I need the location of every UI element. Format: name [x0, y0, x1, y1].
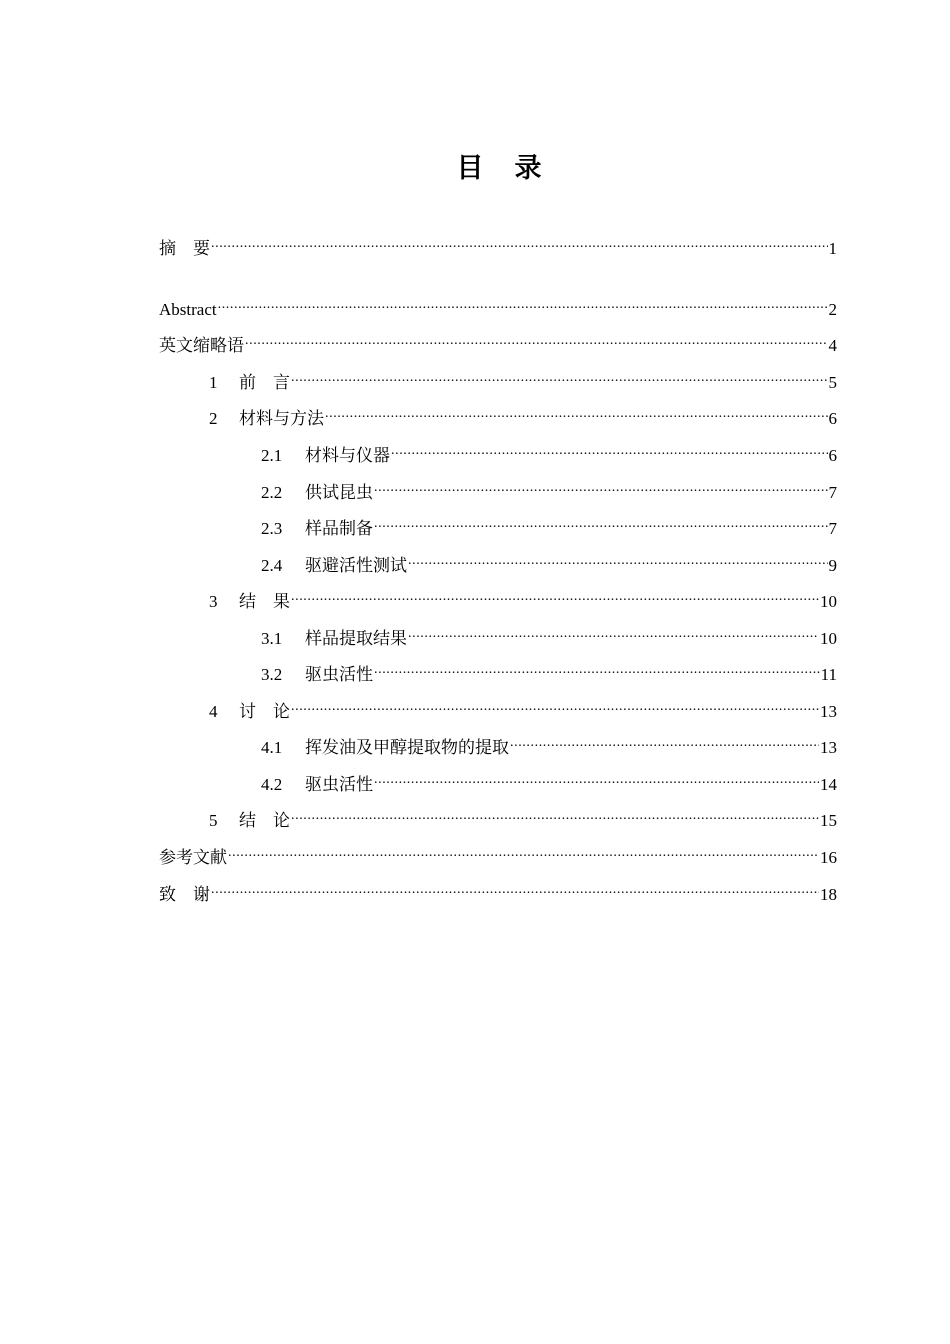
- toc-entry-section-5[interactable]: [209, 802, 837, 830]
- toc-dot-leader: [291, 693, 819, 717]
- toc-dot-leader: [211, 230, 828, 254]
- toc-entry-label: 前 言: [239, 373, 290, 392]
- toc-entry-section-1[interactable]: [209, 364, 837, 392]
- toc-dot-leader: [228, 839, 819, 863]
- toc-entry-page: 4: [828, 336, 837, 355]
- toc-entry-label: 讨 论: [239, 702, 290, 721]
- toc-entry-section-3-2[interactable]: [261, 656, 837, 684]
- toc-dot-leader: [291, 802, 819, 826]
- toc-entry-page: 13: [820, 702, 837, 721]
- toc-entry-label: 驱虫活性: [305, 775, 373, 794]
- toc-entry-label: 摘 要: [159, 239, 210, 258]
- toc-entry-label: 参考文献: [159, 848, 227, 867]
- toc-entry-page: 14: [820, 775, 837, 794]
- toc-entry-label: 样品制备: [305, 519, 373, 538]
- toc-entry-page: 13: [820, 738, 837, 757]
- toc-title: 目 录: [456, 153, 544, 184]
- toc-dot-leader: [374, 766, 819, 790]
- toc-entry-number: 2.2: [261, 483, 283, 502]
- toc-entry-references[interactable]: [159, 839, 837, 867]
- toc-entry-section-2-1[interactable]: [261, 437, 837, 465]
- toc-entry-number: 3: [209, 592, 218, 611]
- toc-entry-acknowledgements[interactable]: [159, 876, 837, 904]
- toc-entry-label: 样品提取结果: [305, 629, 407, 648]
- toc-dot-leader: [408, 620, 819, 644]
- toc-entry-page: 10: [820, 629, 837, 648]
- toc-entry-number: 2.4: [261, 556, 283, 575]
- toc-entry-section-2-3[interactable]: [261, 510, 837, 538]
- toc-dot-leader: [374, 656, 820, 680]
- toc-entry-section-3-1[interactable]: [261, 620, 837, 648]
- toc-entry-page: 9: [828, 556, 837, 575]
- toc-entry-number: 1: [209, 373, 218, 392]
- toc-entry-abstract-cn[interactable]: [159, 230, 837, 258]
- toc-dot-leader: [374, 510, 828, 534]
- toc-entry-page: 1: [828, 239, 837, 258]
- toc-dot-leader: [218, 291, 828, 315]
- toc-entry-label: 英文缩略语: [159, 336, 244, 355]
- toc-dot-leader: [408, 547, 828, 571]
- toc-dot-leader: [291, 364, 828, 388]
- toc-entry-number: 4: [209, 702, 218, 721]
- toc-entry-page: 16: [820, 848, 837, 867]
- toc-dot-leader: [245, 327, 828, 351]
- toc-entry-section-4-2[interactable]: [261, 766, 837, 794]
- toc-entry-number: 4.2: [261, 775, 283, 794]
- toc-entry-page: 7: [828, 519, 837, 538]
- toc-entry-label: 结 果: [239, 592, 290, 611]
- toc-entry-page: 18: [820, 885, 837, 904]
- toc-entry-number: 2: [209, 409, 218, 428]
- toc-entry-section-2-4[interactable]: [261, 547, 837, 575]
- toc-entry-label: 结 论: [239, 811, 290, 830]
- toc-entry-number: 4.1: [261, 738, 283, 757]
- toc-entry-abstract-en[interactable]: [159, 291, 837, 319]
- toc-entry-section-3[interactable]: [209, 583, 837, 611]
- toc-entry-label: 挥发油及甲醇提取物的提取: [305, 738, 509, 757]
- toc-entry-section-4[interactable]: [209, 693, 837, 721]
- toc-entry-abbreviations[interactable]: [159, 327, 837, 355]
- toc-entry-page: 6: [828, 446, 837, 465]
- toc-entry-page: 5: [828, 373, 837, 392]
- toc-entry-label: 材料与方法: [239, 409, 324, 428]
- toc-entry-page: 11: [820, 665, 837, 684]
- toc-entry-number: 5: [209, 811, 218, 830]
- toc-entry-page: 6: [828, 409, 837, 428]
- toc-entry-label: 驱避活性测试: [305, 556, 407, 575]
- toc-entry-label: 材料与仪器: [305, 446, 390, 465]
- toc-entry-section-2[interactable]: [209, 400, 837, 428]
- toc-entry-number: 3.2: [261, 665, 283, 684]
- toc-entry-label: Abstract: [159, 300, 217, 319]
- toc-entry-label: 致 谢: [159, 885, 210, 904]
- toc-entry-page: 10: [820, 592, 837, 611]
- toc-entry-label: 驱虫活性: [305, 665, 373, 684]
- toc-entry-label: 供试昆虫: [305, 483, 373, 502]
- toc-dot-leader: [374, 474, 828, 498]
- toc-entry-number: 2.3: [261, 519, 283, 538]
- toc-entry-page: 15: [820, 811, 837, 830]
- toc-entry-number: 3.1: [261, 629, 283, 648]
- toc-dot-leader: [510, 729, 819, 753]
- toc-dot-leader: [325, 400, 828, 424]
- toc-entry-page: 2: [828, 300, 837, 319]
- toc-dot-leader: [291, 583, 819, 607]
- toc-dot-leader: [211, 876, 819, 900]
- toc-entry-number: 2.1: [261, 446, 283, 465]
- toc-dot-leader: [391, 437, 828, 461]
- toc-entry-section-4-1[interactable]: [261, 729, 837, 757]
- toc-entry-page: 7: [828, 483, 837, 502]
- toc-entry-section-2-2[interactable]: [261, 474, 837, 502]
